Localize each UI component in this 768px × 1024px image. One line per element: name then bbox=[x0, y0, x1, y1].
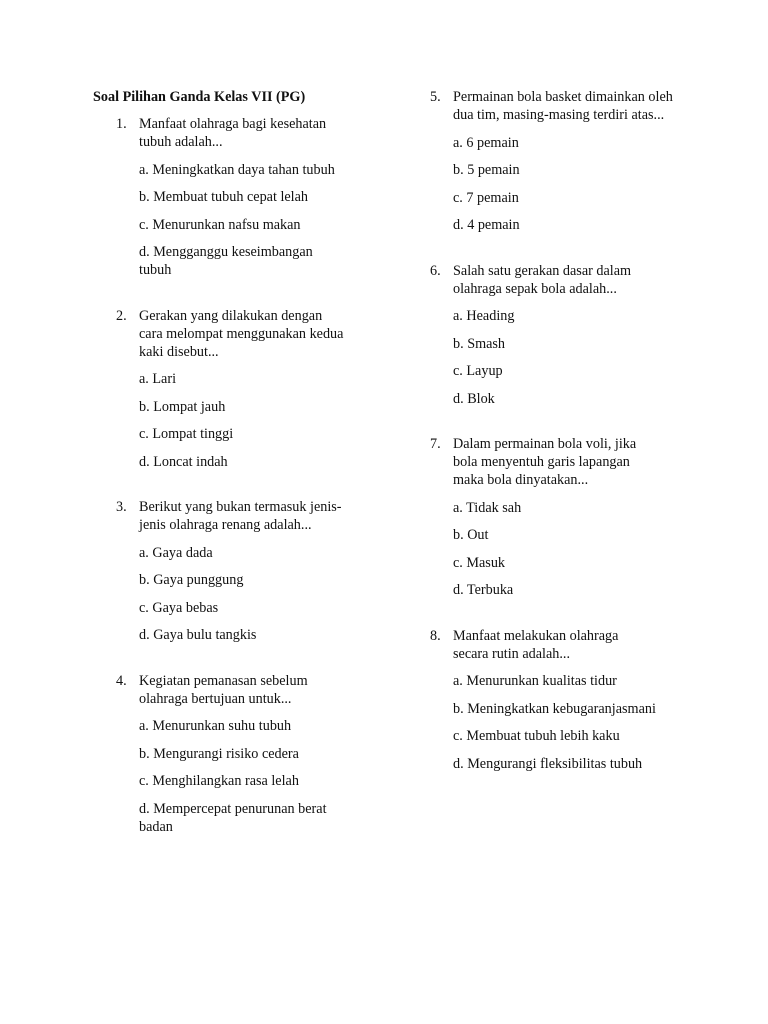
option-a: a. Heading bbox=[453, 308, 515, 324]
option-a: a. Menurunkan suhu tubuh bbox=[139, 718, 292, 734]
option-a: a. 6 pemain bbox=[453, 134, 519, 151]
question-text: Permainan bola basket dimainkan oleh dua tim, masing-masing terdiri atas... bbox=[453, 89, 673, 123]
question-number: 1. bbox=[116, 116, 127, 132]
option-c: c. Gaya bebas bbox=[139, 599, 219, 616]
option-c: c. Menghilangkan rasa lelah bbox=[139, 773, 299, 789]
question-2 bbox=[116, 307, 366, 471]
question-text: Manfaat melakukan olahraga secara rutin adalah... bbox=[453, 627, 619, 662]
left-column bbox=[116, 115, 366, 845]
document-title: Soal Pilihan Ganda Kelas VII (PG) bbox=[93, 89, 306, 105]
option-c: c. Menurunkan nafsu makan bbox=[139, 216, 301, 233]
question-5 bbox=[430, 88, 690, 234]
option-c: c. 7 pemain bbox=[453, 189, 519, 206]
option-c: c. Lompat tinggi bbox=[139, 426, 234, 442]
question-3 bbox=[116, 498, 366, 644]
option-d: d. Terbuka bbox=[453, 582, 514, 598]
question-4 bbox=[116, 672, 366, 836]
option-d: d. Mengganggu keseimbangan tubuh bbox=[139, 244, 313, 278]
option-b: b. Gaya punggung bbox=[139, 572, 244, 588]
question-number: 4. bbox=[116, 672, 127, 689]
option-c: c. Membuat tubuh lebih kaku bbox=[453, 728, 620, 744]
question-number: 6. bbox=[430, 262, 441, 279]
question-6 bbox=[430, 262, 690, 408]
question-number: 2. bbox=[116, 307, 127, 324]
question-7 bbox=[430, 435, 690, 599]
option-a: a. Gaya dada bbox=[139, 544, 213, 561]
question-8 bbox=[430, 627, 690, 773]
option-b: b. Membuat tubuh cepat lelah bbox=[139, 189, 309, 205]
option-b: b. Lompat jauh bbox=[139, 398, 226, 415]
option-b: b. Meningkatkan kebugaranjasmani bbox=[453, 700, 656, 717]
question-text: Kegiatan pemanasan sebelum olahraga bertujuan untuk... bbox=[139, 672, 308, 707]
option-d: d. Mempercepat penurunan berat badan bbox=[139, 800, 327, 835]
question-text: Salah satu gerakan dasar dalam olahraga sepak bola adalah... bbox=[453, 262, 632, 297]
option-a: a. Lari bbox=[139, 371, 177, 387]
question-text: Berikut yang bukan termasuk jenis-jenis olahraga renang adalah... bbox=[139, 499, 342, 533]
option-c: c. Layup bbox=[453, 363, 503, 379]
option-b: b. Smash bbox=[453, 335, 506, 352]
option-d: d. Mengurangi fleksibilitas tubuh bbox=[453, 755, 643, 772]
question-1 bbox=[116, 115, 366, 279]
question-text: Dalam permainan bola voli, jika bola menyentuh garis lapangan maka bola dinyatakan... bbox=[453, 436, 637, 488]
option-b: b. Mengurangi risiko cedera bbox=[139, 745, 299, 762]
option-c: c. Masuk bbox=[453, 554, 506, 571]
question-number: 8. bbox=[430, 627, 441, 644]
option-d: d. Gaya bulu tangkis bbox=[139, 627, 257, 643]
option-d: d. 4 pemain bbox=[453, 217, 520, 233]
right-column bbox=[430, 88, 690, 782]
question-text: Gerakan yang dilakukan dengan cara melompat menggunakan kedua kaki disebut... bbox=[139, 307, 344, 360]
option-a: a. Meningkatkan daya tahan tubuh bbox=[139, 161, 335, 178]
question-text: Manfaat olahraga bagi kesehatan tubuh adalah... bbox=[139, 116, 327, 150]
option-b: b. 5 pemain bbox=[453, 162, 520, 178]
question-number: 3. bbox=[116, 499, 127, 515]
option-a: a. Tidak sah bbox=[453, 499, 522, 516]
option-d: d. Blok bbox=[453, 390, 495, 407]
option-b: b. Out bbox=[453, 527, 489, 543]
question-number: 5. bbox=[430, 89, 441, 105]
option-d: d. Loncat indah bbox=[139, 453, 228, 470]
option-a: a. Menurunkan kualitas tidur bbox=[453, 673, 617, 689]
question-number: 7. bbox=[430, 436, 441, 452]
